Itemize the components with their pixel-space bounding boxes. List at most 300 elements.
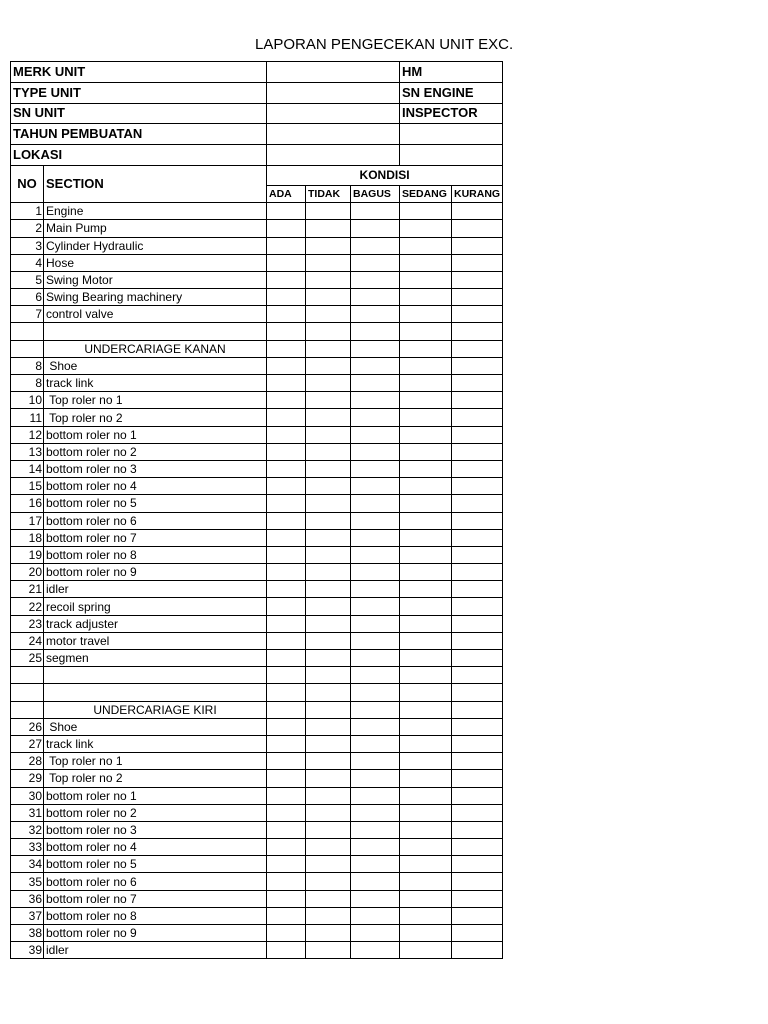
cell-ada[interactable]: [267, 821, 306, 838]
cell-kurang[interactable]: [452, 907, 503, 924]
cell-kurang[interactable]: [452, 289, 503, 306]
cell-tidak[interactable]: [306, 443, 351, 460]
cell-kurang[interactable]: [452, 426, 503, 443]
cell-bagus[interactable]: [351, 512, 400, 529]
cell-sedang[interactable]: [400, 203, 452, 220]
cell-ada[interactable]: [267, 409, 306, 426]
cell-tidak[interactable]: [306, 306, 351, 323]
ada-header: ADA: [267, 185, 306, 202]
row-number: 31: [11, 804, 44, 821]
cell-sedang[interactable]: [400, 289, 452, 306]
header-row-merk: [11, 62, 503, 83]
cell-tidak[interactable]: [306, 392, 351, 409]
cell-kurang[interactable]: [452, 254, 503, 271]
cell-sedang[interactable]: [400, 512, 452, 529]
section-name: Main Pump: [44, 220, 267, 237]
section-name: Top roler no 2: [44, 770, 267, 787]
cell-sedang[interactable]: [400, 942, 452, 959]
tahun-field[interactable]: [267, 124, 400, 145]
cell-kurang[interactable]: [452, 512, 503, 529]
cell-tidak[interactable]: [306, 615, 351, 632]
cell-sedang[interactable]: [400, 375, 452, 392]
table-row: [11, 890, 503, 907]
cell-bagus[interactable]: [351, 925, 400, 942]
cell-sedang[interactable]: [400, 770, 452, 787]
section-name: [44, 323, 267, 340]
cell-sedang[interactable]: [400, 357, 452, 374]
cell-ada[interactable]: [267, 529, 306, 546]
cell-bagus[interactable]: [351, 753, 400, 770]
cell-bagus[interactable]: [351, 856, 400, 873]
section-name: Engine: [44, 203, 267, 220]
cell-bagus[interactable]: [351, 357, 400, 374]
cell-ada[interactable]: [267, 581, 306, 598]
cell-kurang[interactable]: [452, 804, 503, 821]
cell-sedang[interactable]: [400, 323, 452, 340]
cell-bagus[interactable]: [351, 615, 400, 632]
cell-ada[interactable]: [267, 546, 306, 563]
cell-sedang[interactable]: [400, 821, 452, 838]
cell-ada[interactable]: [267, 289, 306, 306]
cell-tidak[interactable]: [306, 237, 351, 254]
table-row: [11, 237, 503, 254]
section-name: bottom roler no 5: [44, 856, 267, 873]
table-row: [11, 907, 503, 924]
cell-sedang[interactable]: [400, 632, 452, 649]
cell-sedang[interactable]: [400, 615, 452, 632]
cell-ada[interactable]: [267, 340, 306, 357]
cell-ada[interactable]: [267, 873, 306, 890]
cell-sedang[interactable]: [400, 907, 452, 924]
cell-sedang[interactable]: [400, 254, 452, 271]
cell-bagus[interactable]: [351, 426, 400, 443]
type-unit-field[interactable]: [267, 82, 400, 103]
cell-bagus[interactable]: [351, 684, 400, 701]
cell-tidak[interactable]: [306, 478, 351, 495]
cell-ada[interactable]: [267, 357, 306, 374]
cell-kurang[interactable]: [452, 443, 503, 460]
table-row: [11, 787, 503, 804]
header-row-lokasi: [11, 145, 503, 166]
hm-label: HM: [400, 62, 503, 83]
cell-kurang[interactable]: [452, 495, 503, 512]
cell-sedang[interactable]: [400, 220, 452, 237]
cell-tidak[interactable]: [306, 220, 351, 237]
cell-sedang[interactable]: [400, 856, 452, 873]
cell-kurang[interactable]: [452, 615, 503, 632]
cell-sedang[interactable]: [400, 735, 452, 752]
cell-sedang[interactable]: [400, 392, 452, 409]
inspector-field[interactable]: [400, 124, 503, 145]
table-row: [11, 821, 503, 838]
table-row: [11, 581, 503, 598]
cell-ada[interactable]: [267, 564, 306, 581]
cell-tidak[interactable]: [306, 495, 351, 512]
cell-ada[interactable]: [267, 460, 306, 477]
cell-bagus[interactable]: [351, 907, 400, 924]
cell-tidak[interactable]: [306, 632, 351, 649]
section-heading: UNDERCARIAGE KIRI: [44, 701, 267, 718]
cell-sedang[interactable]: [400, 340, 452, 357]
cell-kurang[interactable]: [452, 581, 503, 598]
cell-kurang[interactable]: [452, 735, 503, 752]
row-number: 37: [11, 907, 44, 924]
cell-sedang[interactable]: [400, 804, 452, 821]
row-number: 29: [11, 770, 44, 787]
cell-kurang[interactable]: [452, 684, 503, 701]
section-name: bottom roler no 9: [44, 925, 267, 942]
cell-kurang[interactable]: [452, 770, 503, 787]
cell-kurang[interactable]: [452, 237, 503, 254]
cell-bagus[interactable]: [351, 942, 400, 959]
cell-kurang[interactable]: [452, 340, 503, 357]
cell-bagus[interactable]: [351, 220, 400, 237]
cell-ada[interactable]: [267, 632, 306, 649]
cell-bagus[interactable]: [351, 495, 400, 512]
cell-bagus[interactable]: [351, 804, 400, 821]
cell-kurang[interactable]: [452, 787, 503, 804]
cell-bagus[interactable]: [351, 237, 400, 254]
cell-ada[interactable]: [267, 753, 306, 770]
cell-ada[interactable]: [267, 323, 306, 340]
table-row: [11, 426, 503, 443]
row-number: 8: [11, 357, 44, 374]
cell-sedang[interactable]: [400, 667, 452, 684]
cell-kurang[interactable]: [452, 392, 503, 409]
cell-sedang[interactable]: [400, 753, 452, 770]
cell-sedang[interactable]: [400, 684, 452, 701]
table-row: [11, 735, 503, 752]
cell-ada[interactable]: [267, 925, 306, 942]
cell-tidak[interactable]: [306, 942, 351, 959]
cell-kurang[interactable]: [452, 478, 503, 495]
cell-tidak[interactable]: [306, 254, 351, 271]
cell-bagus[interactable]: [351, 289, 400, 306]
cell-tidak[interactable]: [306, 821, 351, 838]
cell-kurang[interactable]: [452, 460, 503, 477]
cell-tidak[interactable]: [306, 770, 351, 787]
cell-sedang[interactable]: [400, 787, 452, 804]
cell-sedang[interactable]: [400, 306, 452, 323]
cell-ada[interactable]: [267, 443, 306, 460]
cell-bagus[interactable]: [351, 254, 400, 271]
cell-ada[interactable]: [267, 839, 306, 856]
row-number: 16: [11, 495, 44, 512]
cell-tidak[interactable]: [306, 203, 351, 220]
cell-sedang[interactable]: [400, 529, 452, 546]
cell-bagus[interactable]: [351, 478, 400, 495]
cell-kurang[interactable]: [452, 271, 503, 288]
cell-bagus[interactable]: [351, 564, 400, 581]
cell-tidak[interactable]: [306, 409, 351, 426]
cell-kurang[interactable]: [452, 718, 503, 735]
cell-tidak[interactable]: [306, 564, 351, 581]
table-row: [11, 306, 503, 323]
cell-sedang[interactable]: [400, 495, 452, 512]
merk-unit-label: MERK UNIT: [11, 62, 267, 83]
table-row: [11, 770, 503, 787]
cell-bagus[interactable]: [351, 839, 400, 856]
cell-tidak[interactable]: [306, 581, 351, 598]
cell-tidak[interactable]: [306, 598, 351, 615]
cell-kurang[interactable]: [452, 925, 503, 942]
row-number: 24: [11, 632, 44, 649]
cell-sedang[interactable]: [400, 237, 452, 254]
cell-bagus[interactable]: [351, 409, 400, 426]
cell-tidak[interactable]: [306, 839, 351, 856]
page-title: LAPORAN PENGECEKAN UNIT EXC.: [255, 36, 514, 53]
cell-tidak[interactable]: [306, 684, 351, 701]
cell-bagus[interactable]: [351, 873, 400, 890]
cell-sedang[interactable]: [400, 409, 452, 426]
cell-ada[interactable]: [267, 478, 306, 495]
cell-sedang[interactable]: [400, 650, 452, 667]
row-number: 2: [11, 220, 44, 237]
cell-ada[interactable]: [267, 650, 306, 667]
cell-sedang[interactable]: [400, 478, 452, 495]
cell-ada[interactable]: [267, 237, 306, 254]
cell-ada[interactable]: [267, 271, 306, 288]
cell-bagus[interactable]: [351, 203, 400, 220]
cell-tidak[interactable]: [306, 735, 351, 752]
section-name: bottom roler no 3: [44, 821, 267, 838]
cell-ada[interactable]: [267, 856, 306, 873]
cell-tidak[interactable]: [306, 890, 351, 907]
row-number: 21: [11, 581, 44, 598]
cell-bagus[interactable]: [351, 546, 400, 563]
cell-tidak[interactable]: [306, 856, 351, 873]
lokasi-field[interactable]: [267, 145, 400, 166]
section-heading-row: [11, 701, 503, 718]
row-number: [11, 701, 44, 718]
cell-tidak[interactable]: [306, 323, 351, 340]
cell-kurang[interactable]: [452, 564, 503, 581]
table-row: [11, 512, 503, 529]
cell-kurang[interactable]: [452, 306, 503, 323]
cell-ada[interactable]: [267, 615, 306, 632]
cell-bagus[interactable]: [351, 323, 400, 340]
cell-ada[interactable]: [267, 598, 306, 615]
row-number: [11, 340, 44, 357]
cell-bagus[interactable]: [351, 821, 400, 838]
cell-kurang[interactable]: [452, 856, 503, 873]
cell-kurang[interactable]: [452, 753, 503, 770]
cell-bagus[interactable]: [351, 581, 400, 598]
cell-tidak[interactable]: [306, 512, 351, 529]
cell-bagus[interactable]: [351, 392, 400, 409]
cell-sedang[interactable]: [400, 925, 452, 942]
cell-tidak[interactable]: [306, 804, 351, 821]
cell-kurang[interactable]: [452, 942, 503, 959]
section-name: track link: [44, 735, 267, 752]
cell-bagus[interactable]: [351, 787, 400, 804]
cell-ada[interactable]: [267, 254, 306, 271]
row-number: 19: [11, 546, 44, 563]
section-name: bottom roler no 8: [44, 546, 267, 563]
cell-sedang[interactable]: [400, 701, 452, 718]
cell-kurang[interactable]: [452, 873, 503, 890]
cell-ada[interactable]: [267, 684, 306, 701]
cell-bagus[interactable]: [351, 598, 400, 615]
section-name: segmen: [44, 650, 267, 667]
sn-unit-label: SN UNIT: [11, 103, 267, 124]
cell-sedang[interactable]: [400, 890, 452, 907]
cell-bagus[interactable]: [351, 890, 400, 907]
row-number: 22: [11, 598, 44, 615]
section-name: bottom roler no 8: [44, 907, 267, 924]
section-name: bottom roler no 1: [44, 426, 267, 443]
table-row: [11, 478, 503, 495]
table-row: [11, 271, 503, 288]
cell-sedang[interactable]: [400, 443, 452, 460]
cell-tidak[interactable]: [306, 529, 351, 546]
kurang-header: KURANG: [452, 185, 503, 202]
section-name: Swing Motor: [44, 271, 267, 288]
cell-bagus[interactable]: [351, 460, 400, 477]
cell-kurang[interactable]: [452, 839, 503, 856]
cell-sedang[interactable]: [400, 271, 452, 288]
cell-kurang[interactable]: [452, 203, 503, 220]
cell-sedang[interactable]: [400, 839, 452, 856]
cell-bagus[interactable]: [351, 718, 400, 735]
cell-tidak[interactable]: [306, 271, 351, 288]
cell-kurang[interactable]: [452, 650, 503, 667]
cell-kurang[interactable]: [452, 667, 503, 684]
cell-kurang[interactable]: [452, 357, 503, 374]
cell-bagus[interactable]: [351, 650, 400, 667]
cell-ada[interactable]: [267, 495, 306, 512]
cell-sedang[interactable]: [400, 564, 452, 581]
cell-bagus[interactable]: [351, 667, 400, 684]
lokasi-extra-field[interactable]: [400, 145, 503, 166]
cell-tidak[interactable]: [306, 873, 351, 890]
cell-ada[interactable]: [267, 804, 306, 821]
row-number: 14: [11, 460, 44, 477]
cell-sedang[interactable]: [400, 460, 452, 477]
cell-tidak[interactable]: [306, 925, 351, 942]
cell-sedang[interactable]: [400, 581, 452, 598]
cell-kurang[interactable]: [452, 821, 503, 838]
cell-kurang[interactable]: [452, 701, 503, 718]
row-number: 32: [11, 821, 44, 838]
cell-sedang[interactable]: [400, 873, 452, 890]
row-number: 38: [11, 925, 44, 942]
table-row: [11, 667, 503, 684]
section-name: bottom roler no 6: [44, 512, 267, 529]
cell-ada[interactable]: [267, 512, 306, 529]
cell-bagus[interactable]: [351, 632, 400, 649]
cell-ada[interactable]: [267, 375, 306, 392]
cell-bagus[interactable]: [351, 340, 400, 357]
cell-tidak[interactable]: [306, 907, 351, 924]
cell-tidak[interactable]: [306, 701, 351, 718]
cell-ada[interactable]: [267, 426, 306, 443]
cell-bagus[interactable]: [351, 443, 400, 460]
cell-ada[interactable]: [267, 306, 306, 323]
cell-ada[interactable]: [267, 392, 306, 409]
cell-ada[interactable]: [267, 718, 306, 735]
table-row: [11, 839, 503, 856]
cell-tidak[interactable]: [306, 718, 351, 735]
merk-unit-field[interactable]: [267, 62, 400, 83]
table-row: [11, 564, 503, 581]
table-row: [11, 220, 503, 237]
table-row: [11, 529, 503, 546]
cell-bagus[interactable]: [351, 770, 400, 787]
cell-bagus[interactable]: [351, 701, 400, 718]
cell-tidak[interactable]: [306, 546, 351, 563]
cell-bagus[interactable]: [351, 306, 400, 323]
table-row: [11, 804, 503, 821]
row-number: 12: [11, 426, 44, 443]
row-number: 3: [11, 237, 44, 254]
cell-sedang[interactable]: [400, 598, 452, 615]
cell-kurang[interactable]: [452, 890, 503, 907]
cell-sedang[interactable]: [400, 718, 452, 735]
cell-tidak[interactable]: [306, 650, 351, 667]
cell-bagus[interactable]: [351, 375, 400, 392]
cell-ada[interactable]: [267, 701, 306, 718]
table-row: [11, 873, 503, 890]
cell-tidak[interactable]: [306, 357, 351, 374]
cell-tidak[interactable]: [306, 375, 351, 392]
cell-kurang[interactable]: [452, 375, 503, 392]
cell-tidak[interactable]: [306, 667, 351, 684]
row-number: 25: [11, 650, 44, 667]
cell-ada[interactable]: [267, 735, 306, 752]
cell-kurang[interactable]: [452, 546, 503, 563]
cell-bagus[interactable]: [351, 529, 400, 546]
cell-tidak[interactable]: [306, 426, 351, 443]
cell-kurang[interactable]: [452, 409, 503, 426]
cell-ada[interactable]: [267, 220, 306, 237]
cell-ada[interactable]: [267, 942, 306, 959]
cell-tidak[interactable]: [306, 753, 351, 770]
cell-ada[interactable]: [267, 787, 306, 804]
cell-kurang[interactable]: [452, 220, 503, 237]
sn-unit-field[interactable]: [267, 103, 400, 124]
cell-kurang[interactable]: [452, 598, 503, 615]
cell-bagus[interactable]: [351, 735, 400, 752]
cell-tidak[interactable]: [306, 787, 351, 804]
cell-kurang[interactable]: [452, 632, 503, 649]
cell-sedang[interactable]: [400, 426, 452, 443]
cell-kurang[interactable]: [452, 529, 503, 546]
section-name: bottom roler no 6: [44, 873, 267, 890]
inspector-label: INSPECTOR: [400, 103, 503, 124]
section-name: bottom roler no 5: [44, 495, 267, 512]
cell-ada[interactable]: [267, 907, 306, 924]
table-row: [11, 203, 503, 220]
cell-ada[interactable]: [267, 770, 306, 787]
cell-tidak[interactable]: [306, 460, 351, 477]
tahun-label: TAHUN PEMBUATAN: [11, 124, 267, 145]
section-name: track link: [44, 375, 267, 392]
row-number: 8: [11, 375, 44, 392]
cell-ada[interactable]: [267, 203, 306, 220]
cell-tidak[interactable]: [306, 340, 351, 357]
row-number: 27: [11, 735, 44, 752]
kondisi-header: KONDISI: [267, 165, 503, 185]
column-header-row: [11, 165, 503, 185]
cell-ada[interactable]: [267, 890, 306, 907]
cell-kurang[interactable]: [452, 323, 503, 340]
cell-bagus[interactable]: [351, 271, 400, 288]
cell-tidak[interactable]: [306, 289, 351, 306]
cell-ada[interactable]: [267, 667, 306, 684]
cell-sedang[interactable]: [400, 546, 452, 563]
no-header: NO: [11, 165, 44, 202]
